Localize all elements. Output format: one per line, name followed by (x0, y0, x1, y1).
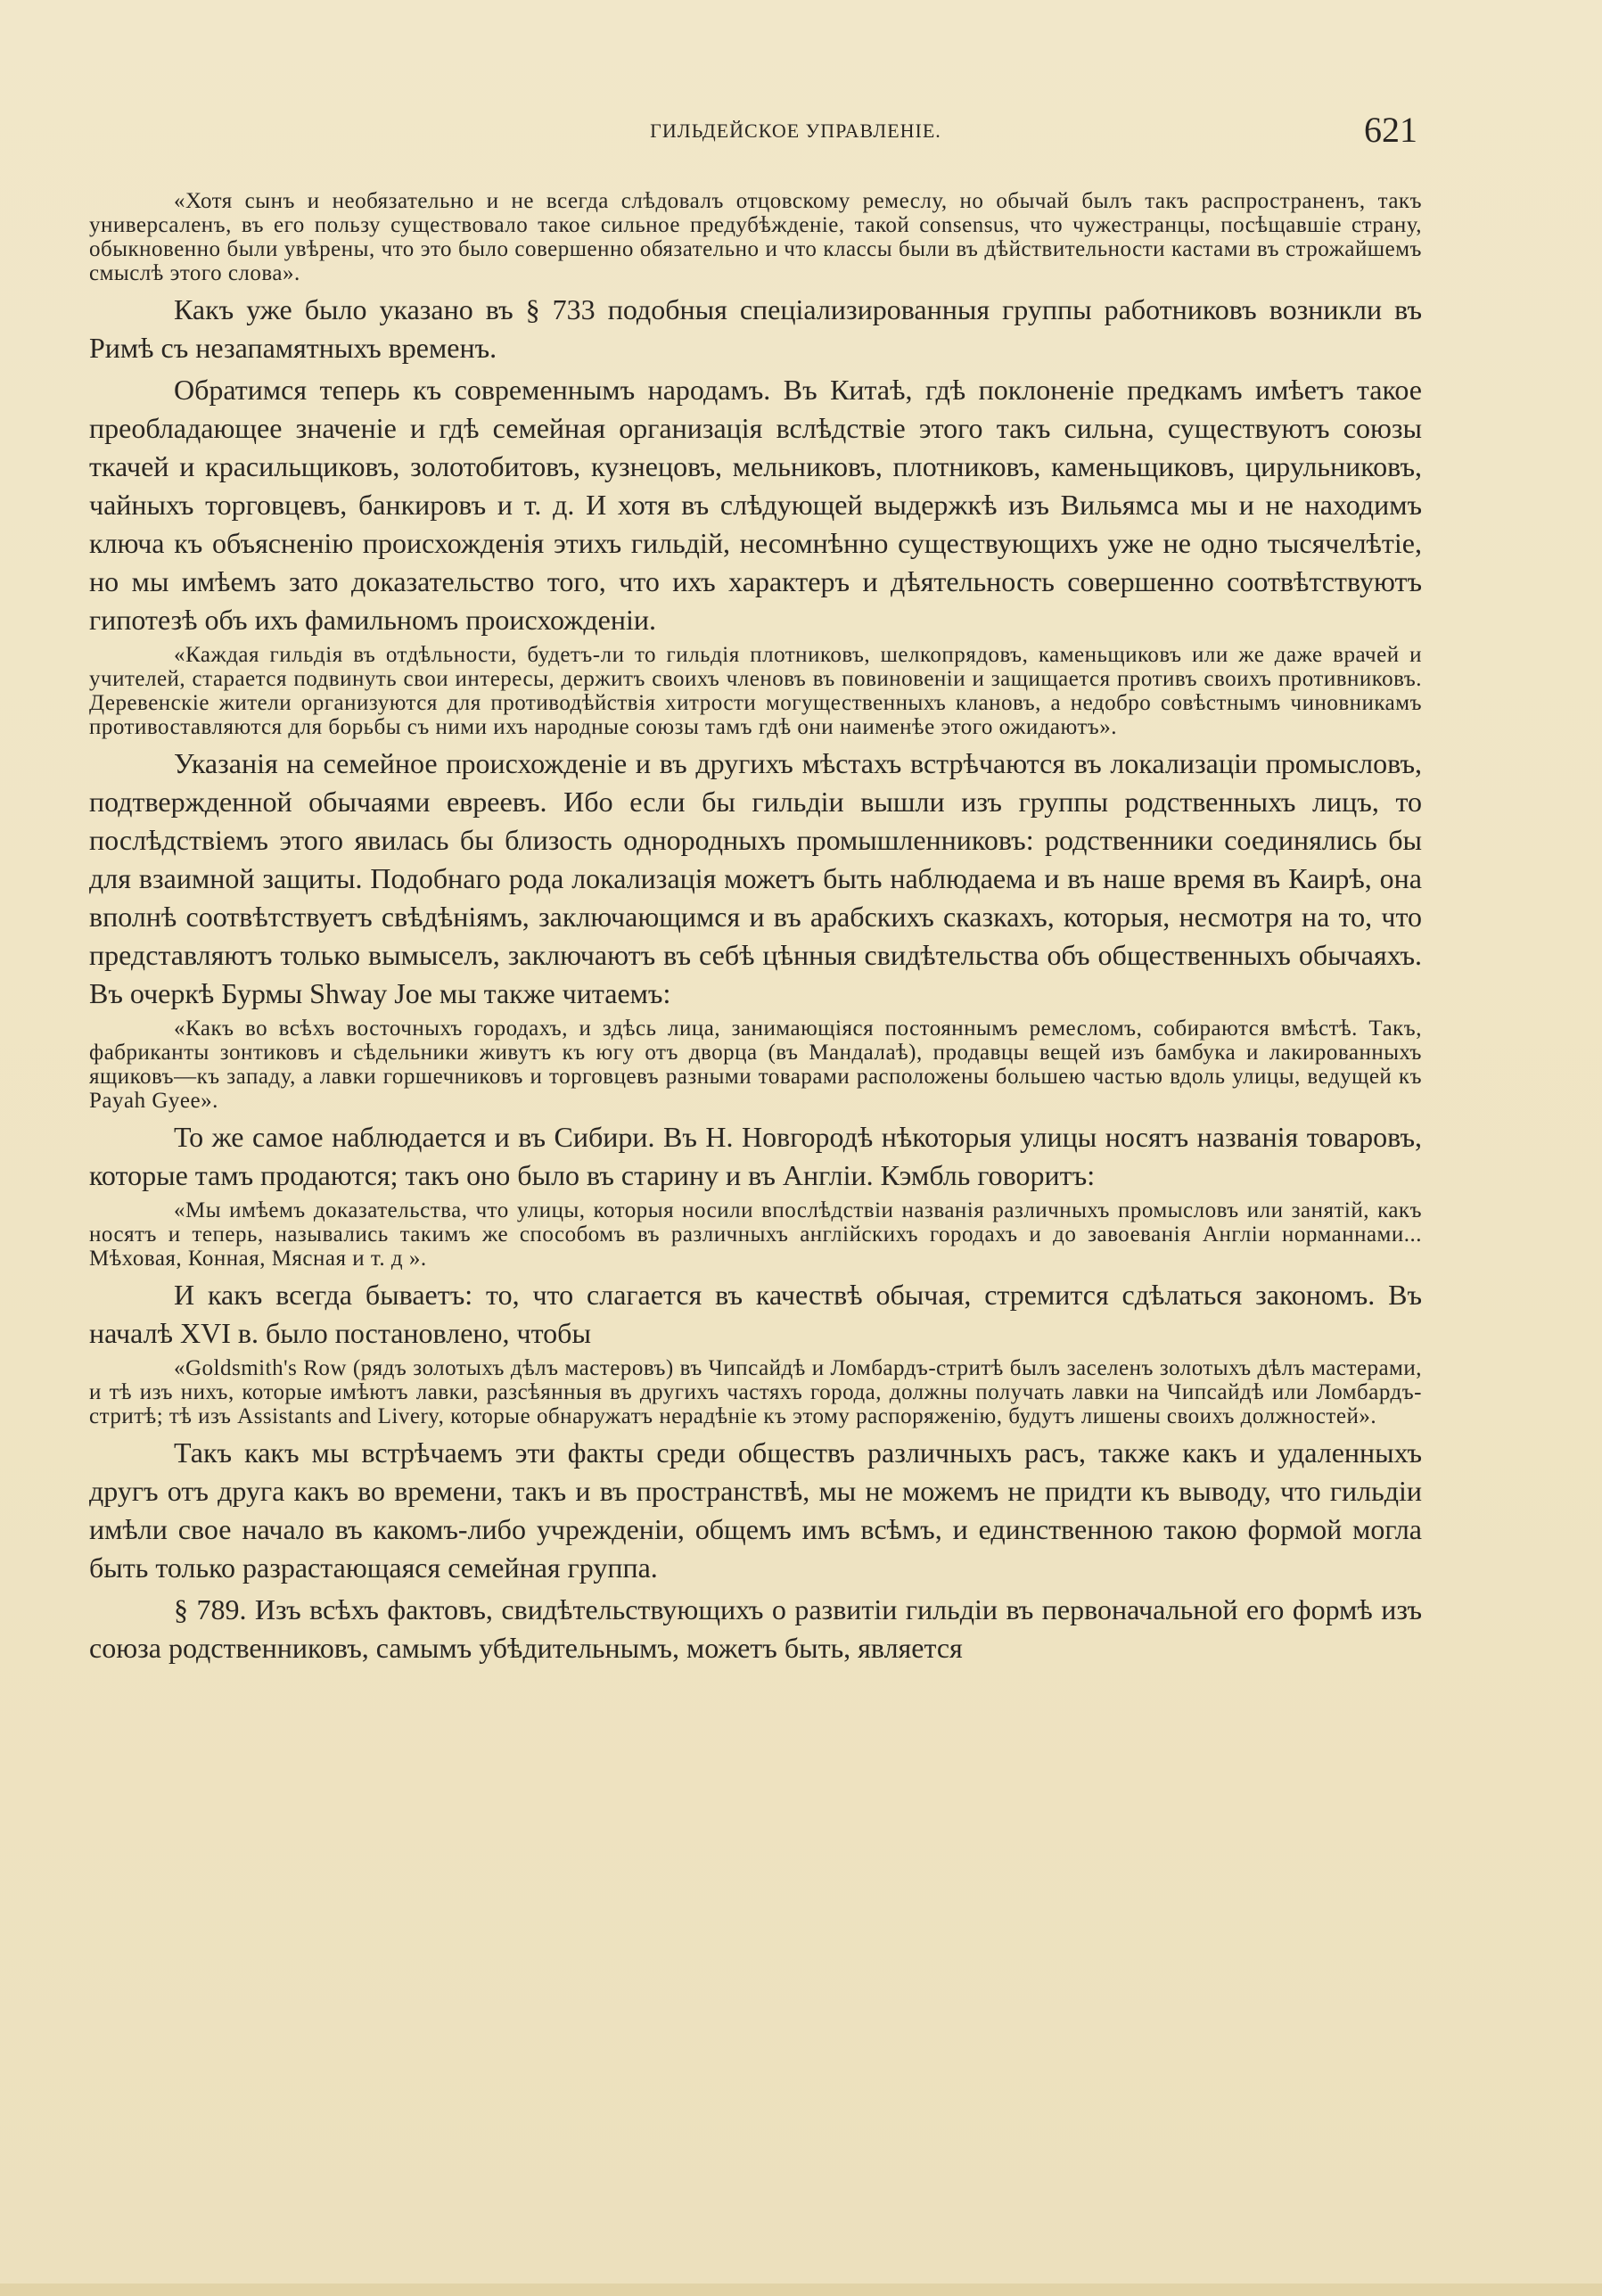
quote-4 (89, 1198, 1422, 1271)
paragraph-6: Такъ какъ мы встрѣчаемъ эти факты среди обществъ различныхъ расъ, также какъ и удаленныхъ другъ отъ друга какъ во времени, такъ и въ пространствѣ, мы не можемъ не придти къ выводу, что гильдіи имѣли свое начало въ какомъ-либо учрежденіи, общемъ имъ всѣмъ, и единственною такою формой могла быть только разрастающаяся семейная группа. (89, 1436, 1422, 1584)
paragraph-7-section-789: § 789. Изъ всѣхъ фактовъ, свидѣтельствующихъ о развитіи гильдіи въ первоначальной его формѣ изъ союза родственниковъ, самымъ убѣдительнымъ, можетъ быть, является (89, 1593, 1422, 1664)
quote-5-text: «Goldsmith's Row (рядъ золотыхъ дѣлъ мастеровъ) въ Чипсайдѣ и Ломбардъ-стритѣ былъ заселенъ золотыхъ дѣлъ мастерами, и тѣ изъ нихъ, которые имѣютъ лавки, разсѣянныя въ другихъ частяхъ города, должны получать лавки на Чипсайдѣ или Ломбардъ-стритѣ; тѣ изъ Assistants and Livery, которые обнаружатъ нерадѣніе къ этому распоряженію, будутъ лишены своихъ должностей». (89, 1356, 1422, 1428)
quote-4-text: «Мы имѣемъ доказательства, что улицы, которыя носили впослѣдствіи названія различныхъ промысловъ или занятій, какъ носятъ и теперь, назывались такимъ же способомъ въ различныхъ англійскихъ городахъ и до завоеванія Англіи норманнами... Мѣховая, Конная, Мясная и т. д ». (89, 1198, 1422, 1271)
quote-5 (89, 1356, 1422, 1428)
quote-1-text: «Хотя сынъ и необязательно и не всегда слѣдовалъ отцовскому ремеслу, но обычай былъ такъ распространенъ, такъ универсаленъ, въ его пользу существовало такое сильное предубѣжденіе, такой consensus, что чужестранцы, посѣщавшіе страну, обыкновенно были увѣрены, что это было совершенно обязательно и что классы были въ дѣйствительности кастами въ строжайшемъ смыслѣ этого слова». (89, 189, 1422, 285)
quote-3 (89, 1016, 1422, 1113)
quote-2-text: «Каждая гильдія въ отдѣльности, будетъ-ли то гильдія плотниковъ, шелкопрядовъ, каменьщиковъ или же даже врачей и учителей, старается подвинуть свои интересы, держитъ своихъ членовъ въ повиновеніи и защищается противъ своихъ противниковъ. Деревенскіе жители организуются для противодѣйствія хитрости могущественныхъ клановъ, а недобро совѣстнымъ чиновникамъ противоставляются для борьбы съ ними ихъ народные союзы тамъ гдѣ они наименѣе этого ожидаютъ». (89, 643, 1422, 739)
paragraph-1: Какъ уже было указано въ § 733 подобныя спеціализированныя группы работниковъ возникли въ Римѣ съ незапамятныхъ временъ. (89, 293, 1422, 364)
paragraph-5: И какъ всегда бываетъ: то, что слагается въ качествѣ обычая, стремится сдѣлаться закономъ. Въ началѣ XVI в. было постановлено, чтобы (89, 1279, 1422, 1349)
running-head: ГИЛЬДЕЙСКОЕ УПРАВЛЕНІЕ. (650, 119, 941, 142)
quote-2 (89, 643, 1422, 739)
page-number: 621 (1364, 110, 1417, 150)
page-bottom-edge (0, 2284, 1602, 2296)
quote-3-text: «Какъ во всѣхъ восточныхъ городахъ, и здѣсь лица, занимающіяся постояннымъ ремесломъ, собираются вмѣстѣ. Такъ, фабриканты зонтиковъ и сѣдельники живутъ къ югу отъ дворца (въ Мандалаѣ), продавцы вещей изъ бамбука и лакированныхъ ящиковъ—къ западу, а лавки горшечниковъ и торговцевъ разными товарами расположены большею частью вдоль улицы, ведущей къ Payah Gyee». (89, 1016, 1422, 1113)
quote-1 (89, 189, 1422, 285)
paragraph-3: Указанія на семейное происхожденіе и въ другихъ мѣстахъ встрѣчаются въ локализаціи промысловъ, подтвержденной обычаями евреевъ. Ибо если бы гильдіи вышли изъ группы родственныхъ лицъ, то послѣдствіемъ этого явилась бы близость однородныхъ промышленниковъ: родственники соединялись бы для взаимной защиты. Подобнаго рода локализація можетъ быть наблюдаема и въ наше время въ Каирѣ, она вполнѣ соотвѣтствуетъ свѣдѣніямъ, заключающимся и въ арабскихъ сказкахъ, которыя, несмотря на то, что представляютъ только вымыселъ, заключаютъ въ себѣ цѣнныя свидѣтельства объ общественныхъ обычаяхъ. Въ очеркѣ Бурмы Shway Joe мы также читаемъ: (89, 747, 1422, 1009)
page-header (174, 109, 1417, 153)
paragraph-4: То же самое наблюдается и въ Сибири. Въ Н. Новгородѣ нѣкоторыя улицы носятъ названія товаровъ, которые тамъ продаются; такъ оно было въ старину и въ Англіи. Кэмбль говоритъ: (89, 1121, 1422, 1191)
page-content (89, 185, 1422, 1671)
paragraph-2: Обратимся теперь къ современнымъ народамъ. Въ Китаѣ, гдѣ поклоненіе предкамъ имѣетъ такое преобладающее значеніе и гдѣ семейная организація вслѣдствіе этого такъ сильна, существуютъ союзы ткачей и красильщиковъ, золотобитовъ, кузнецовъ, мельниковъ, плотниковъ, каменьщиковъ, цирульниковъ, чайныхъ торговцевъ, банкировъ и т. д. И хотя въ слѣдующей выдержкѣ изъ Вильямса мы и не находимъ ключа къ объясненію происхожденія этихъ гильдій, несомнѣнно существующихъ уже не одно тысячелѣтіе, но мы имѣемъ зато доказательство того, что ихъ характеръ и дѣятельность совершенно соотвѣтствуютъ гипотезѣ объ ихъ фамильномъ происхожденіи. (89, 374, 1422, 636)
